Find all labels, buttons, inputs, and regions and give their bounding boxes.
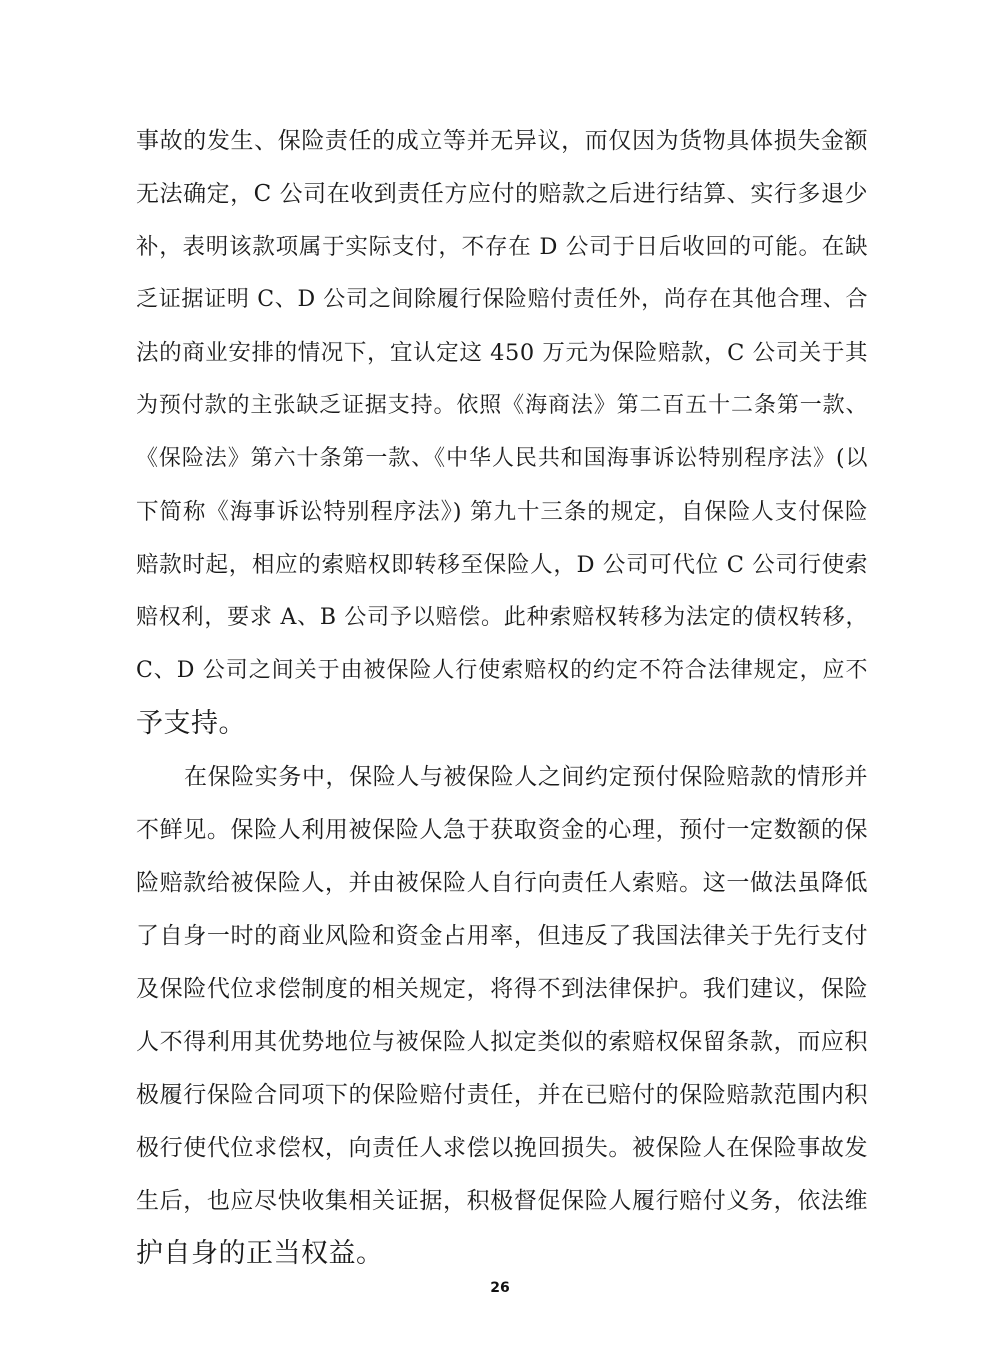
- text-line: 法的商业安排的情况下，宜认定这 450 万元为保险赔款，C 公司关于其: [136, 340, 868, 366]
- text-line: 在保险实务中，保险人与被保险人之间约定预付保险赔款的情形并: [184, 764, 868, 790]
- text-line: 护自身的正当权益。: [136, 1238, 384, 1269]
- text-line: 险赔款给被保险人，并由被保险人自行向责任人索赔。这一做法虽降低: [136, 870, 868, 896]
- text-line: 补，表明该款项属于实际支付，不存在 D 公司于日后收回的可能。在缺: [136, 234, 868, 260]
- text-line: 下简称《海事诉讼特别程序法》) 第九十三条的规定，自保险人支付保险: [136, 499, 868, 525]
- text-line: 乏证据证明 C、D 公司之间除履行保险赔付责任外，尚存在其他合理、合: [136, 287, 868, 312]
- page-number: 26: [490, 1280, 510, 1296]
- text-line: 赔款时起，相应的索赔权即转移至保险人，D 公司可代位 C 公司行使索: [136, 552, 868, 578]
- text-line: 极行使代位求偿权，向责任人求偿以挽回损失。被保险人在保险事故发: [136, 1135, 868, 1161]
- text-line: 了自身一时的商业风险和资金占用率，但违反了我国法律关于先行支付: [136, 923, 868, 949]
- text-line: 赔权利，要求 A、B 公司予以赔偿。此种索赔权转移为法定的债权转移，: [136, 605, 868, 630]
- text-line: 予支持。: [136, 708, 246, 739]
- text-line: 人不得利用其优势地位与被保险人拟定类似的索赔权保留条款，而应积: [136, 1029, 868, 1055]
- text-line: 及保险代位求偿制度的相关规定，将得不到法律保护。我们建议，保险: [136, 976, 868, 1002]
- text-line: 为预付款的主张缺乏证据支持。依照《海商法》第二百五十二条第一款、: [136, 393, 868, 418]
- text-line: 事故的发生、保险责任的成立等并无异议，而仅因为货物具体损失金额: [136, 128, 868, 154]
- text-line: C、D 公司之间关于由被保险人行使索赔权的约定不符合法律规定，应不: [136, 658, 868, 683]
- text-line: 不鲜见。保险人利用被保险人急于获取资金的心理，预付一定数额的保: [136, 817, 868, 843]
- text-line: 《保险法》第六十条第一款、《中华人民共和国海事诉讼特别程序法》(以: [136, 446, 868, 471]
- text-line: 无法确定，C 公司在收到责任方应付的赔款之后进行结算、实行多退少: [136, 181, 868, 207]
- text-line: 极履行保险合同项下的保险赔付责任，并在已赔付的保险赔款范围内积: [136, 1082, 868, 1108]
- text-line: 生后，也应尽快收集相关证据，积极督促保险人履行赔付义务，依法维: [136, 1188, 868, 1214]
